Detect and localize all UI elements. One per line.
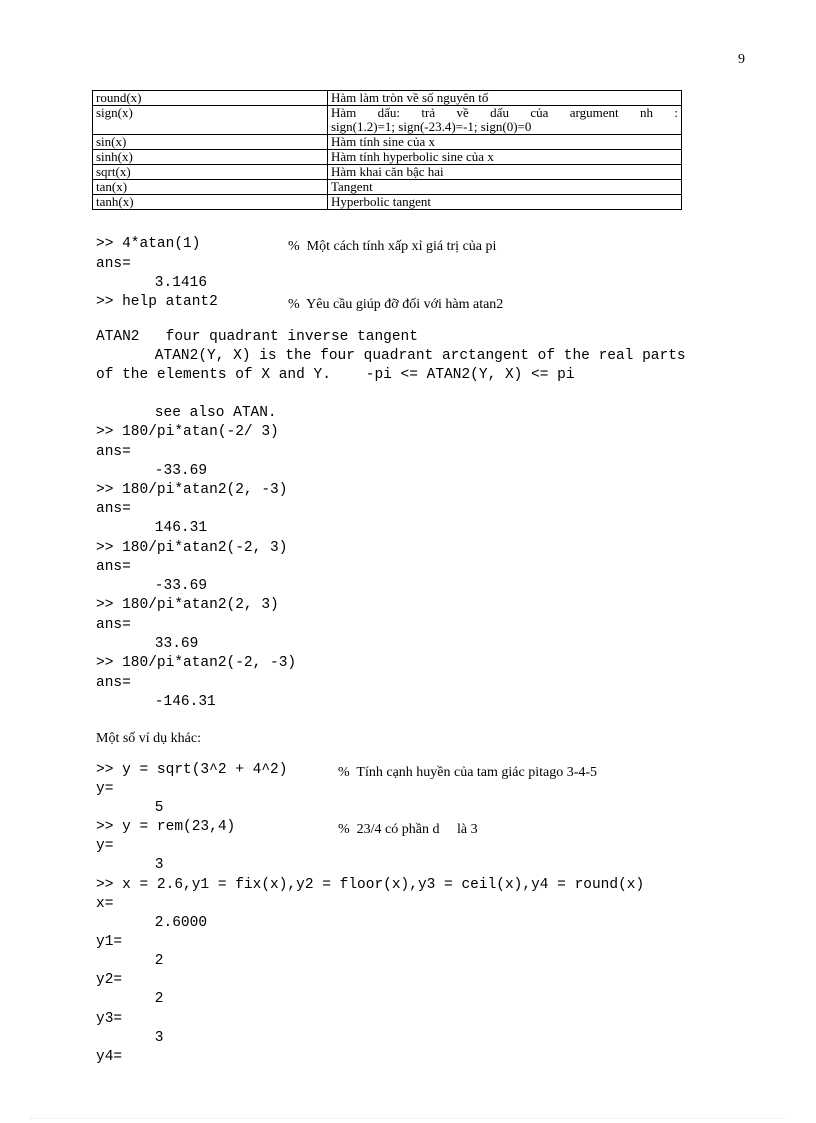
section-heading: Một số ví dụ khác:	[96, 731, 201, 746]
code-comment: % 23/4 có phần d là 3	[338, 822, 478, 837]
function-name-cell: round(x)	[93, 91, 328, 106]
code-line: >> help atant2	[96, 294, 218, 310]
code-line: 2.6000	[120, 915, 208, 931]
code-line: y3=	[96, 1011, 123, 1027]
table-row	[93, 195, 682, 210]
function-desc-cell: Hàm làm tròn về số nguyên tố	[328, 91, 682, 106]
table-row	[93, 135, 682, 150]
code-line: 5	[120, 800, 164, 816]
code-line: -33.69	[120, 578, 208, 594]
function-name-cell: sqrt(x)	[93, 165, 328, 180]
code-line: ans=	[96, 617, 131, 633]
code-line: >> 180/pi*atan2(2, -3)	[96, 482, 288, 498]
code-line: ATAN2 four quadrant inverse tangent	[96, 329, 418, 345]
table-row	[93, 106, 682, 135]
code-line: >> 180/pi*atan2(-2, -3)	[96, 655, 297, 671]
code-line: y1=	[96, 934, 123, 950]
table-row	[93, 150, 682, 165]
code-line: 2	[120, 953, 164, 969]
code-line: 33.69	[120, 636, 199, 652]
table-row	[93, 91, 682, 106]
code-line: y2=	[96, 972, 123, 988]
code-line: x=	[96, 896, 114, 912]
code-line: -146.31	[120, 694, 216, 710]
code-line: 2	[120, 991, 164, 1007]
code-comment: % Tính cạnh huyền của tam giác pitago 3-4-5	[338, 765, 598, 780]
code-line: >> x = 2.6,y1 = fix(x),y2 = floor(x),y3 = ceil(x),y4 = round(x)	[96, 877, 645, 893]
code-line: y=	[96, 781, 114, 797]
code-line: y=	[96, 838, 114, 854]
function-name-cell: sin(x)	[93, 135, 328, 150]
code-line: ans=	[96, 444, 131, 460]
code-line: ans=	[96, 501, 131, 517]
code-line: >> 4*atan(1)	[96, 236, 201, 252]
code-comment: % Một cách tính xấp xỉ giá trị của pi	[288, 239, 497, 254]
function-desc-cell: Hàm tính hyperbolic sine của x	[328, 150, 682, 165]
code-line: 3	[120, 857, 164, 873]
table-row	[93, 180, 682, 195]
code-line: >> y = rem(23,4)	[96, 819, 236, 835]
code-line: ans=	[96, 256, 131, 272]
code-line: ans=	[96, 675, 131, 691]
page-number: 9	[738, 52, 745, 67]
function-desc-line: sign(1.2)=1; sign(-23.4)=-1; sign(0)=0	[331, 119, 532, 134]
function-desc-cell: Hyperbolic tangent	[328, 195, 682, 210]
code-line: 3.1416	[120, 275, 208, 291]
code-line: 3	[120, 1030, 164, 1046]
function-desc-cell: Tangent	[328, 180, 682, 195]
function-name-cell: sign(x)	[93, 106, 328, 135]
function-name-cell: sinh(x)	[93, 150, 328, 165]
page-footer-divider	[30, 1118, 786, 1119]
function-desc-line: Hàm dấu: trả về dấu của argument nh :	[331, 105, 678, 120]
code-line: >> y = sqrt(3^2 + 4^2)	[96, 762, 288, 778]
code-line: >> 180/pi*atan(-2/ 3)	[96, 424, 279, 440]
code-line: see also ATAN.	[120, 405, 277, 421]
code-line: >> 180/pi*atan2(-2, 3)	[96, 540, 288, 556]
function-desc-cell: Hàm khai căn bậc hai	[328, 165, 682, 180]
function-name-cell: tan(x)	[93, 180, 328, 195]
function-name-cell: tanh(x)	[93, 195, 328, 210]
table-row	[93, 165, 682, 180]
function-table	[92, 90, 682, 210]
code-line: ans=	[96, 559, 131, 575]
function-desc-cell	[328, 106, 682, 135]
code-line: 146.31	[120, 520, 208, 536]
code-line: >> 180/pi*atan2(2, 3)	[96, 597, 279, 613]
function-desc-cell: Hàm tính sine của x	[328, 135, 682, 150]
code-line: y4=	[96, 1049, 123, 1065]
code-comment: % Yêu cầu giúp đỡ đối với hàm atan2	[288, 297, 504, 312]
code-line: ATAN2(Y, X) is the four quadrant arctangent of the real parts	[120, 348, 686, 364]
code-line: -33.69	[120, 463, 208, 479]
code-line: of the elements of X and Y. -pi <= ATAN2(Y, X) <= pi	[96, 367, 575, 383]
